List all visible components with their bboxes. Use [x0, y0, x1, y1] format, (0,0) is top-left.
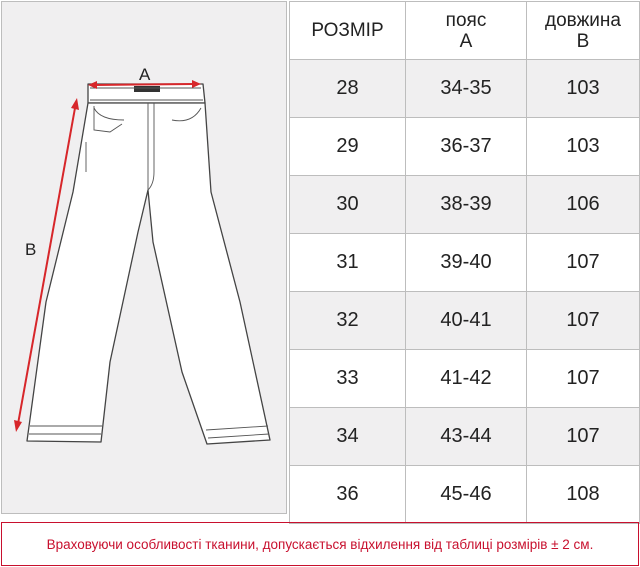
- table-row: [290, 176, 640, 234]
- header-length-letter: B: [576, 30, 590, 52]
- waist-cell: 41-42: [406, 350, 527, 408]
- table-row: [290, 118, 640, 176]
- waist-cell: 45-46: [406, 466, 527, 524]
- length-cell: 103: [527, 118, 640, 176]
- size-cell: 31: [290, 234, 406, 292]
- size-cell: 36: [290, 466, 406, 524]
- header-size-label: РОЗМІР: [311, 20, 384, 41]
- length-cell: 108: [527, 466, 640, 524]
- dimension-b-label: B: [25, 240, 37, 259]
- header-length: [527, 2, 640, 60]
- size-table: [289, 1, 640, 524]
- header-length-label: довжина: [545, 9, 621, 31]
- waist-cell: 38-39: [406, 176, 527, 234]
- length-cell: 107: [527, 350, 640, 408]
- length-cell: 107: [527, 292, 640, 350]
- header-waist: [406, 2, 527, 60]
- header-size: [290, 2, 406, 60]
- waist-cell: 36-37: [406, 118, 527, 176]
- table-row: [290, 408, 640, 466]
- length-cell: 106: [527, 176, 640, 234]
- waist-cell: 43-44: [406, 408, 527, 466]
- size-cell: 30: [290, 176, 406, 234]
- waist-cell: 34-35: [406, 60, 527, 118]
- header-waist-label: пояс: [445, 9, 487, 31]
- pants-body: [27, 103, 270, 444]
- table-row: [290, 466, 640, 524]
- tolerance-note-text: Враховуючи особливості тканини, допускається відхилення від таблиці розмірів ± 2 см.: [46, 536, 594, 552]
- table-row: [290, 350, 640, 408]
- table-row: [290, 60, 640, 118]
- pants-diagram: [1, 1, 287, 514]
- table-row: [290, 234, 640, 292]
- size-cell: 28: [290, 60, 406, 118]
- tolerance-note: [1, 522, 639, 566]
- dimension-a-label: A: [139, 65, 151, 84]
- length-cell: 107: [527, 408, 640, 466]
- size-cell: 33: [290, 350, 406, 408]
- size-cell: 32: [290, 292, 406, 350]
- waist-cell: 39-40: [406, 234, 527, 292]
- length-cell: 103: [527, 60, 640, 118]
- table-row: [290, 292, 640, 350]
- table-header-row: [290, 2, 640, 60]
- length-cell: 107: [527, 234, 640, 292]
- header-waist-letter: A: [459, 30, 473, 52]
- brand-patch: [134, 86, 160, 92]
- size-cell: 29: [290, 118, 406, 176]
- waist-cell: 40-41: [406, 292, 527, 350]
- size-cell: 34: [290, 408, 406, 466]
